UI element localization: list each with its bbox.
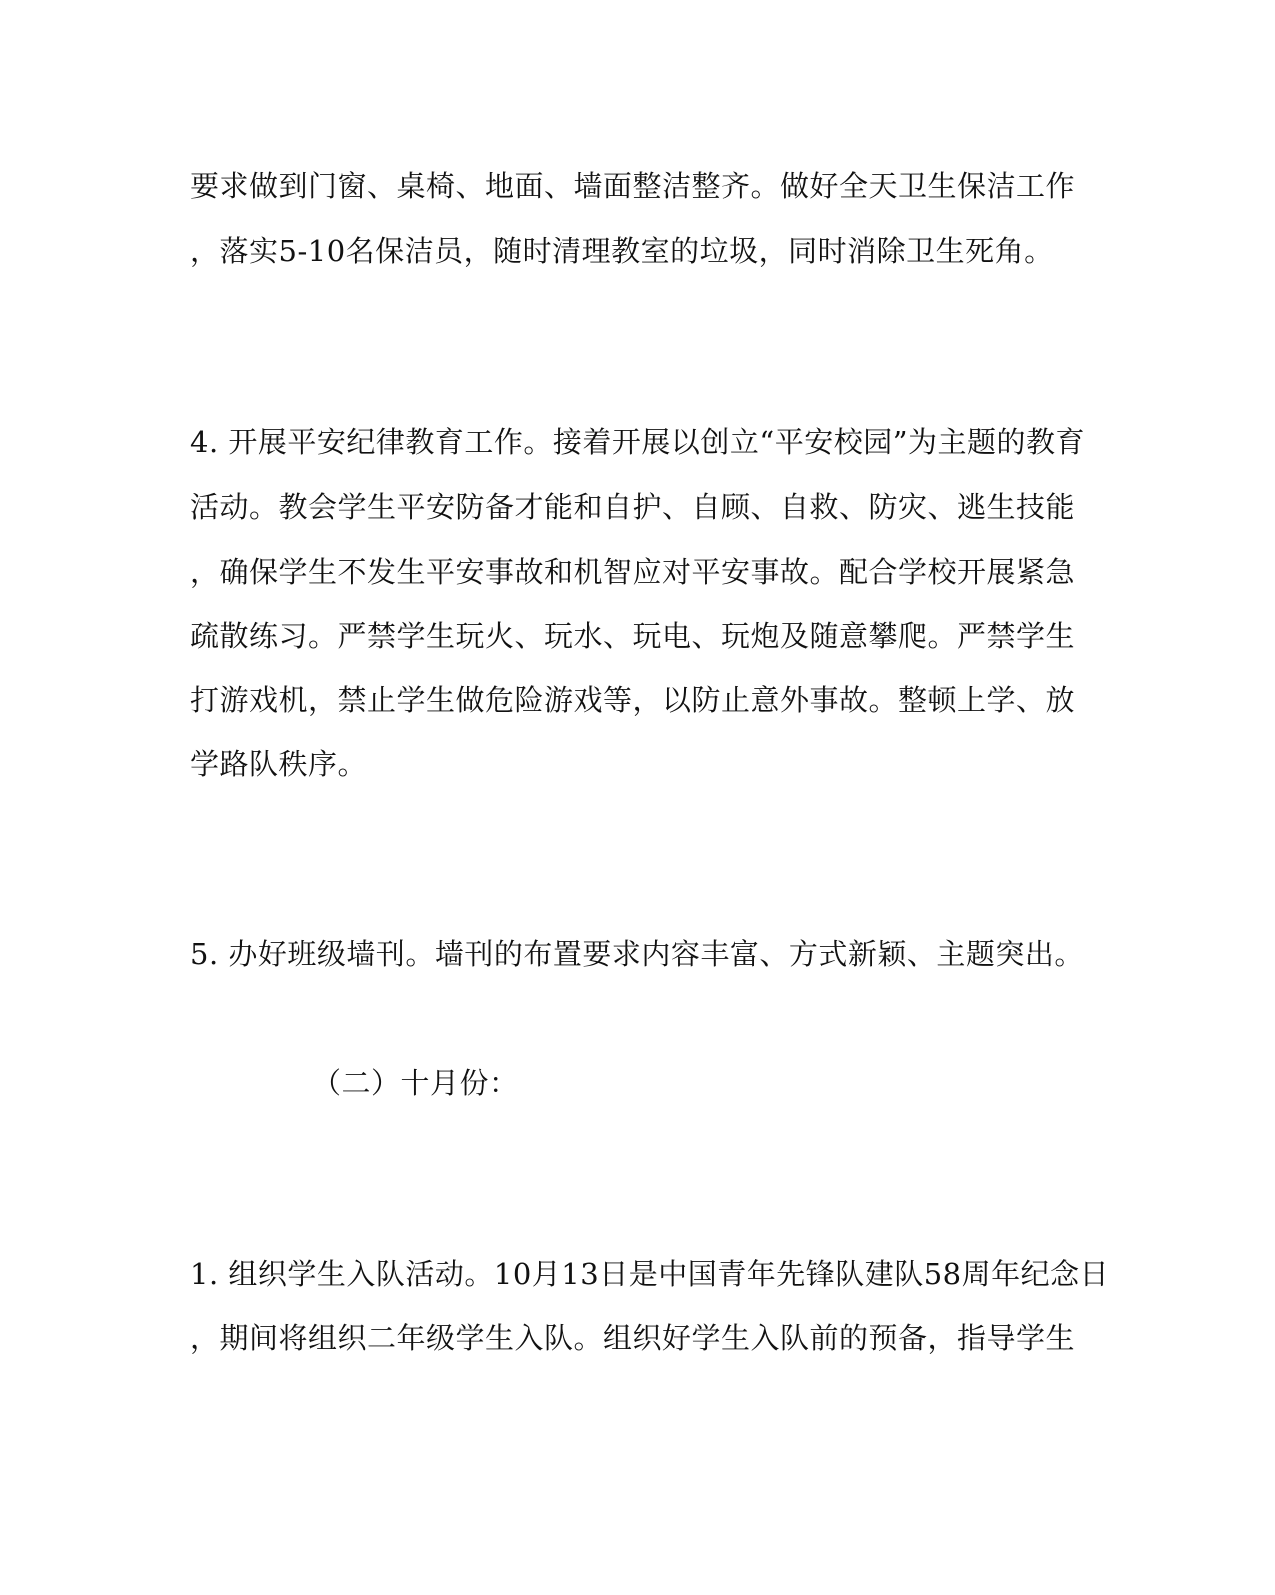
text-line: 打游戏机，禁止学生做危险游戏等，以防止意外事故。整顿上学、放 bbox=[190, 683, 1076, 717]
text-line: ，落实5-10名保洁员，随时清理教室的垃圾，同时消除卫生死角。 bbox=[190, 234, 1054, 268]
text-line: 要求做到门窗、桌椅、地面、墙面整洁整齐。做好全天卫生保洁工作 bbox=[190, 169, 1076, 203]
text-line: 疏散练习。严禁学生玩火、玩水、玩电、玩炮及随意攀爬。严禁学生 bbox=[190, 619, 1076, 653]
text-line: ，期间将组织二年级学生入队。组织好学生入队前的预备，指导学生 bbox=[190, 1321, 1076, 1355]
section-heading: （二）十月份： bbox=[312, 1066, 519, 1100]
text-line: 活动。教会学生平安防备才能和自护、自顾、自救、防灾、逃生技能 bbox=[190, 490, 1076, 524]
text-line: 5. 办好班级墙刊。墙刊的布置要求内容丰富、方式新颖、主题突出。 bbox=[190, 937, 1084, 971]
text-line: ，确保学生不发生平安事故和机智应对平安事故。配合学校开展紧急 bbox=[190, 555, 1076, 589]
text-line: 1. 组织学生入队活动。10月13日是中国青年先锋队建队58周年纪念日 bbox=[190, 1257, 1110, 1291]
text-line: 4. 开展平安纪律教育工作。接着开展以创立“平安校园”为主题的教育 bbox=[190, 425, 1086, 459]
text-line: 学路队秩序。 bbox=[190, 747, 368, 781]
